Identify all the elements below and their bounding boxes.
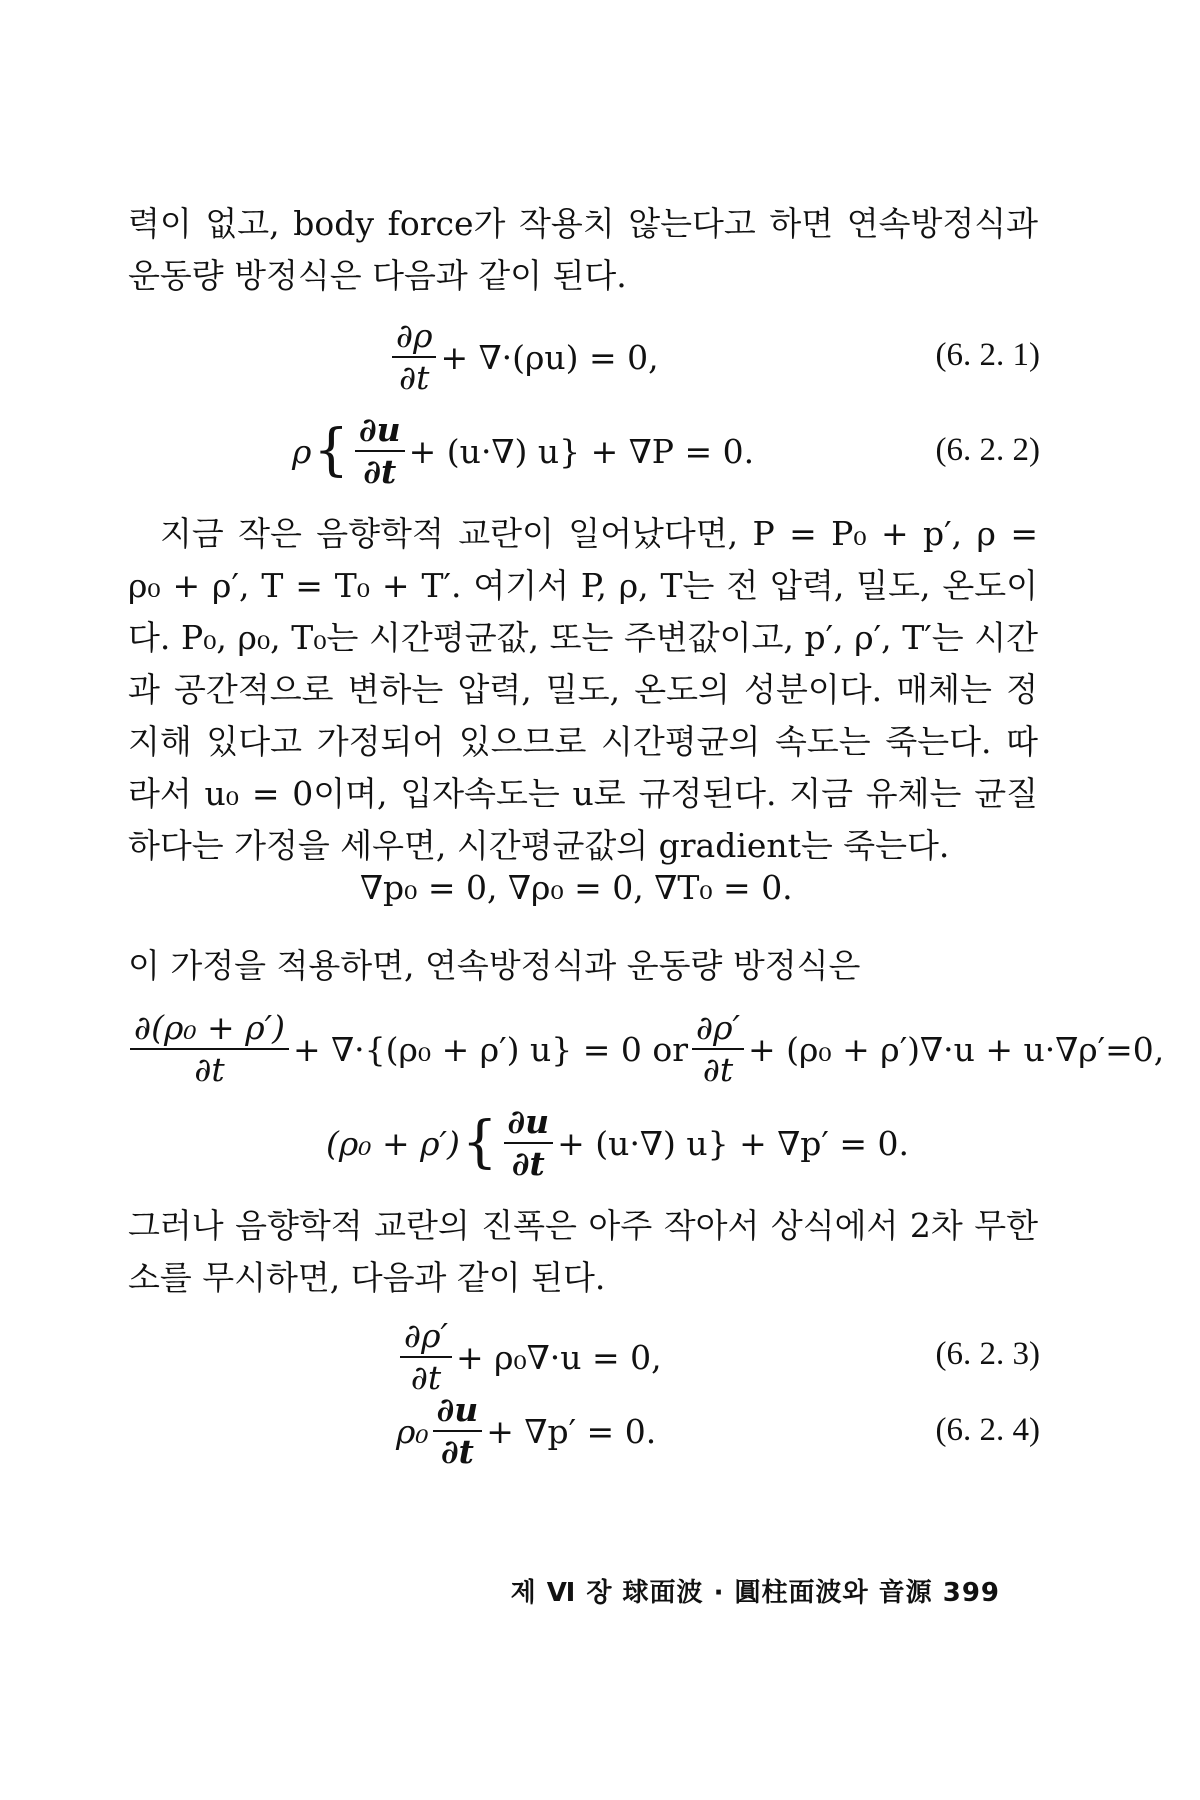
gradient-equation: ∇p₀ = 0, ∇ρ₀ = 0, ∇T₀ = 0. xyxy=(360,868,793,907)
eq1-numerator: ∂ρ xyxy=(392,318,436,358)
eq4-left-brace: { xyxy=(461,1110,498,1175)
equation-label-6-2-2: (6. 2. 2) xyxy=(935,432,1040,468)
eq4-lead: (ρ₀ + ρ′) xyxy=(326,1123,460,1163)
eq2-numerator: ∂u xyxy=(355,412,405,452)
eq4-rest: + (u·∇) u} + ∇p′ = 0. xyxy=(557,1123,909,1163)
eq3b-denominator: ∂t xyxy=(702,1050,734,1089)
eq3b-numerator: ∂ρ′ xyxy=(692,1010,744,1050)
eq6-rest: + ∇p′ = 0. xyxy=(486,1411,657,1451)
eq6-numerator: ∂u xyxy=(433,1392,483,1432)
eq4-denominator: ∂t xyxy=(511,1144,545,1183)
eq1-denominator: ∂t xyxy=(399,358,430,397)
paragraph-linearize-text: 그러나 음향학적 교란의 진폭은 아주 작아서 상식에서 2차 무한소를 무시하면, 다음과 같이 된다. xyxy=(128,1206,1038,1297)
paragraph-apply-text: 이 가정을 적용하면, 연속방정식과 운동량 방정식은 xyxy=(128,946,861,985)
eq1-rest: + ∇·(ρu) = 0, xyxy=(440,337,659,377)
eq2-left-brace: { xyxy=(313,418,350,483)
eq5-denominator: ∂t xyxy=(410,1358,442,1397)
eq3b-rest: + (ρ₀ + ρ′)∇·u + u·∇ρ′=0, xyxy=(748,1029,1165,1069)
eq3a-fraction xyxy=(130,1010,289,1088)
equation-6-2-4 xyxy=(396,1392,656,1470)
page-footer: 제 Ⅵ 장 球面波 · 圓柱面波와 音源 399 xyxy=(510,1578,1000,1608)
paragraph-linearize xyxy=(128,1200,1038,1304)
eq5-rest: + ρ₀∇·u = 0, xyxy=(455,1337,662,1377)
paragraph-apply xyxy=(128,940,1038,992)
eq6-fraction xyxy=(433,1392,483,1470)
eq1-fraction xyxy=(392,318,436,396)
equation-6-2-3 xyxy=(396,1318,662,1396)
eq4-fraction xyxy=(504,1104,554,1182)
eq3a-denominator: ∂t xyxy=(194,1050,225,1089)
equation-6-2-1 xyxy=(388,318,659,396)
eq3b-fraction xyxy=(692,1010,744,1088)
equation-label-6-2-3: (6. 2. 3) xyxy=(935,1336,1040,1372)
paragraph-perturbation-text: 지금 작은 음향학적 교란이 일어났다면, P = P₀ + p′, ρ = ρ₀ + ρ′, T = T₀ + T′. 여기서 P, ρ, T는 전 압력, 밀도, 온도이다. P₀, ρ₀, T₀는 시간평균값, 또는 주변값이고, p′, ρ′, T′는 시간과 공간적으로 변하는 압력, 밀도, 온도의 성분이다. 매체는 정지해 있다고 가정되어 있으므로 시간평균의 속도는 죽는다. 따라서 u₀ = 0이며, 입자속도는 u로 규정된다. 지금 유체는 균질하다는 가정을 세우면, 시간평균값의 gradient는 죽는다. xyxy=(128,514,1038,865)
eq5-numerator: ∂ρ′ xyxy=(400,1318,452,1358)
equation-6-2-2 xyxy=(292,412,754,490)
eq6-lead: ρ₀ xyxy=(396,1411,429,1451)
equation-label-6-2-1: (6. 2. 1) xyxy=(935,337,1040,373)
eq5-fraction xyxy=(400,1318,452,1396)
equation-momentum-full xyxy=(326,1104,909,1182)
eq3a-middle: + ∇·{(ρ₀ + ρ′) u} = 0 or xyxy=(292,1029,689,1069)
equation-label-6-2-4: (6. 2. 4) xyxy=(935,1412,1040,1448)
eq2-fraction xyxy=(355,412,405,490)
paragraph-intro-text: 력이 없고, body force가 작용치 않는다고 하면 연속방정식과 운동량 방정식은 다음과 같이 된다. xyxy=(128,204,1038,295)
eq6-denominator: ∂t xyxy=(441,1432,474,1471)
eq2-denominator: ∂t xyxy=(363,452,397,491)
eq4-numerator: ∂u xyxy=(504,1104,554,1144)
eq2-rest: + (u·∇) u} + ∇P = 0. xyxy=(408,431,755,471)
eq2-lead: ρ xyxy=(292,431,312,471)
paragraph-perturbation xyxy=(128,508,1038,872)
eq3a-numerator: ∂(ρ₀ + ρ′) xyxy=(130,1010,289,1050)
equation-continuity-full xyxy=(126,1010,1164,1088)
paragraph-intro xyxy=(128,198,1038,302)
